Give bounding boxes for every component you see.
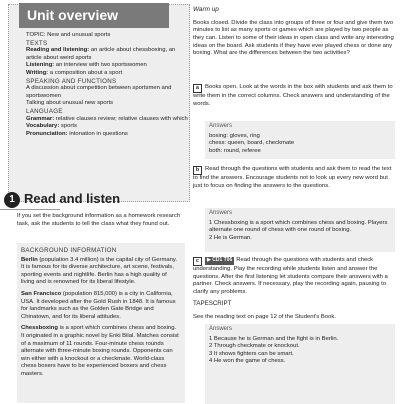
- answers-heading: Answers: [209, 326, 233, 332]
- exercise-a: [193, 84, 395, 108]
- exercise-c-text: Read through the questions with students and check understanding. Play the recording while students listen and answer the questions. After the first listening let students compare their answers with a partner. Check answers. If necessary, play the recording again, pausing to clarify any problems.: [193, 257, 388, 295]
- answers-box-a: [205, 121, 395, 159]
- answer-line: 2 Through checkmate or knockout.: [209, 343, 300, 350]
- answer-line: 3 It shows fighters can be smart.: [209, 350, 294, 357]
- section-divider: [0, 209, 60, 210]
- bg-paragraph: San Francisco (population 815,000) is a city in California, USA. It developed after the Gold Rush in 1848. It is famous for landmarks such as the Golden Gate Bridge and Chinatown, and for its liberal attitudes.: [21, 290, 176, 320]
- speaking-functions-heading: SPEAKING AND FUNCTIONS: [26, 77, 117, 85]
- tapescript-heading: TAPESCRIPT: [193, 300, 232, 307]
- lang-item: Grammar: relative clauses review; relative clauses with which: [26, 115, 188, 122]
- texts-item: Listening: an interview with two sportswomen: [26, 62, 147, 69]
- exercise-b-text: Read through the questions with students and ask them to read the text to find the answers. Encourage students not to look up every new word but just to focus on finding the answers to the questions.: [193, 166, 392, 189]
- warm-up-text: Books closed. Divide the class into groups of three or four and give them two minutes to list as many sports or games which are played by two people as they can. Listen to some of their ideas in open class and write any interesting ideas on the board. Ask students if they have ever played chess or done any boxing. What are the differences between the two activities?: [193, 19, 394, 57]
- answers-box-b: [205, 208, 395, 252]
- exercise-c-tag: c: [193, 257, 202, 266]
- texts-heading: TEXTS: [26, 39, 48, 47]
- topic-line: TOPIC: New and unusual sports: [26, 32, 111, 38]
- lang-item: Vocabulary: sports: [26, 123, 77, 130]
- unit-overview-box: [8, 4, 190, 202]
- exercise-a-text: Books open. Look at the words in the box with students and ask them to write them in the correct columns. Check answers and understanding of the words.: [193, 84, 393, 107]
- answer-line: 1 Because he is German and the fight is in Berlin.: [209, 335, 339, 342]
- exercise-b-tag: b: [193, 166, 202, 175]
- unit-overview-title: Unit overview: [19, 3, 169, 28]
- read-listen-intro: If you set the background information as a homework research task, ask the students to tell the class what they found out.: [17, 213, 181, 227]
- sf-item: Talking about unusual new sports: [26, 100, 114, 107]
- answers-heading: Answers: [209, 123, 233, 129]
- language-heading: LANGUAGE: [26, 107, 63, 115]
- bg-paragraph: Berlin (population 3.4 million) is the capital city of Germany. It is famous for its diverse architecture, art scene, festivals, sporting events and nightlife. Berlin has a high quality of living and is renowned for its liberal lifestyle.: [21, 256, 178, 286]
- lang-item: Pronunciation: intonation in questions: [26, 130, 128, 137]
- texts-item: Writing: a composition about a sport: [26, 69, 123, 76]
- answers-box-c: [205, 324, 395, 404]
- section-number-badge: 1: [4, 192, 20, 208]
- answer-line: 1 Chessboxing is a sport which combines chess and boxing. Players alternate one round of chess with one round of boxing.: [209, 219, 388, 234]
- bg-paragraph: Chessboxing is a sport which combines chess and boxing. It originated in a graphic novel by Enki Bilal. Matches consist of a maximum of 11 rounds. Four-minute chess rounds alternate with three-minute boxing rounds. Opponents can win either with a knockout or a checkmate. World-class chess boxers have to be experienced boxers and chess masters.: [21, 325, 179, 377]
- background-information-box: [17, 243, 185, 403]
- warm-up-title: Warm up: [193, 6, 219, 13]
- texts-item: Reading and listening: an article about chessboxing, an article about weird sports: [26, 47, 176, 61]
- read-and-listen-header: [0, 190, 188, 212]
- unit-overview-body: [26, 32, 188, 138]
- tapescript-text: See the reading text on page 12 of the Student's Book.: [193, 313, 336, 320]
- exercise-c: [193, 257, 395, 296]
- exercise-a-tag: a: [193, 84, 202, 93]
- answers-heading: Answers: [209, 210, 233, 216]
- answer-line: boxing: gloves, ring: [209, 132, 260, 139]
- answer-line: 4 He won the game of chess.: [209, 358, 286, 365]
- answer-line: 2 He is German.: [209, 234, 252, 241]
- sf-item: A discussion about competition between sportsmen and sportswomen: [26, 85, 172, 99]
- answer-line: both: round, referee: [209, 147, 261, 154]
- cd-track-icon: ▶ CD1 T06: [207, 257, 233, 263]
- exercise-b: [193, 166, 395, 190]
- answer-line: chess: queen, board, checkmate: [209, 140, 295, 147]
- background-heading: BACKGROUND INFORMATION: [21, 247, 117, 254]
- section-title: Read and listen: [24, 191, 121, 206]
